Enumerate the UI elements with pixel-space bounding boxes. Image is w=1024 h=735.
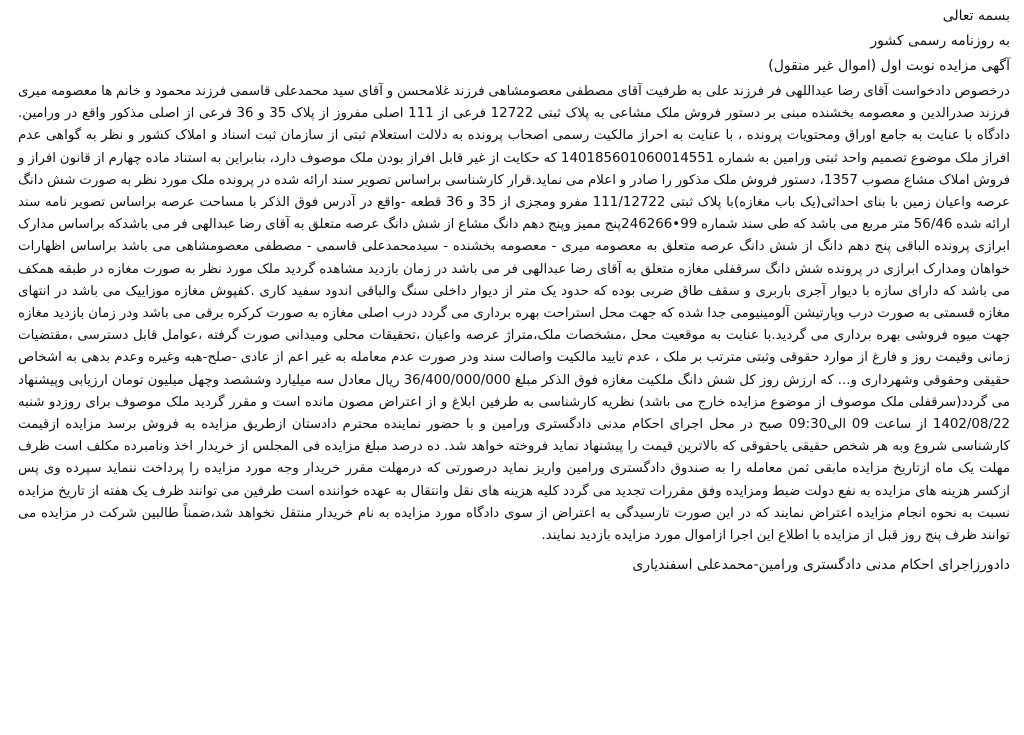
recipient-line: به روزنامه رسمی کشور xyxy=(870,33,1010,49)
notice-body-paragraph: درخصوص دادخواست آقای رضا عبداللهی فر فرزند علی به طرفیت آقای مصطفی معصومشاهی فرزند غلامحسن و آقای سید محمدعلی قاسمی فرزند محمود و خانم ها معصومه میری فرزند صدرالدین و معصومه بخشنده مبنی بر دستور فروش ملک مشاعی به پلاک ثبتی 12722 فرعی از 111 اصلی مفروز از پلاک 35 و 36 فرعی از اصلی مذکور واقع در ورامین. دادگاه با عنایت به جامع اوراق ومحتویات پرونده ، با عنایت به احراز مالکیت رسمی اصحاب پرونده به دلالت استعلام ثبتی از سازمان ثبت اسناد و املاک کشور و نظر به گواهی عدم افراز ملک موضوع تصمیم واحد ثبتی ورامین به شماره 140185601060014551 که حکایت از غیر قابل افراز بودن ملک موصوف دارد، بنابراین به استناد ماده چهارم از قانون افراز و فروش املاک مشاع مصوب 1357، دستور فروش ملک مذکور را صادر و اعلام می نماید.قرار کارشناسی براساس تصویر سند ارائه شده در پرونده ملک مورد نظر به صورت شش دانگ عرصه واعیان زمین با بنای احداثی(یک باب مغازه)با پلاک ثبتی 111/12722 مفرو ومجزی از 35 و 36 قطعه -واقع در آدرس فوق الذکر با مساحت عرصه براساس تصویر نامه سند ارائه شده 56/46 متر مربع می باشد که طی سند شماره 99•246266پنج ممیز وپنج دهم دانگ مشاع از شش دانگ عرصه متعلق به آقای رضا عبدالهی فر می باشدکه براساس مدارک ابرازی پرونده الباقی پنج دهم دانگ از شش دانگ عرصه متعلق به معصومه میری - معصومه بخشنده - سیدمحمدعلی قاسمی - مصطفی معصومشاهی می باشد براساس اظهارات خواهان ومدارک ابرازی در پرونده شش دانگ سرقفلی مغازه متعلق به آقای رضا عبدالهی فر می باشد در زمان بازدید مشاهده گردید ملک مورد نظر به صورت مغازه در طبقه همکف می باشد که دارای سازه با دیوار آجری باربری و سقف طاق ضربی بوده که حدود یک متر از دیوار داخلی سنگ والباقی اندود سفید کاری .کفپوش مغازه موزاییک می باشد در انتهای مغازه قسمتی به صورت درب وپارتیشن آلومینیومی جدا شده که جهت محل استراحت بهره برداری می گردد درب اصلی مغازه به صورت کرکره برقی می باشد ودر زمان بازدید مغازه جهت میوه فروشی بهره برداری می گردید.با عنایت به موقعیت محل ،مشخصات ملک،متراژ عرصه واعیان ،تحقیقات محلی ومیدانی صورت گرفته ،عوامل قابل دسترسی ،مقتضیات زمانی وقیمت روز و فارغ از موارد حقوقی وثبتی مترتب بر ملک ، عدم تایید مالکیت واصالت سند ودر صورت عدم معامله به غیر اعم از عادی -صلح-هبه وغیره وعدم بدهی به اشخاص حقیقی وحقوقی وشهرداری و... که ارزش روز کل شش دانگ ملکیت مغازه فوق الذکر مبلغ 36/400/000/000 ریال معادل سه میلیارد وششصد وچهل میلیون تومان ارزیابی وپیشنهاد می گردد(سرقفلی ملک موصوف از موضوع مزایده خارج می باشد) نظریه کارشناسی به طرفین ابلاغ و از اعتراض مصون مانده است و مقرر گردید ملک موصوف برای روزدو شنبه 1402/08/22 از ساعت 09 الی09:30 صبح در محل اجرای احکام مدنی دادگستری ورامین و با حضور نماینده محترم دادستان ازطریق مزایده به فروش برسد مزایده ازقیمت کارشناسی شروع وبه هر شخص حقیقی یاحقوقی که بالاترین قیمت را پیشنهاد نماید فروخته خواهد شد. ده درصد مبلغ مزایده فی المجلس از خریدار اخذ ونامبرده مکلف است ظرف مهلت یک ماه ازتاریخ مزایده مابقی ثمن معامله را به صندوق دادگستری ورامین واریز نماید درصورتی که درمهلت مقرر خریدار وجه مورد مزایده را پرداخت ننماید سپرده وی پس ازکسر هزینه های مزایده به نفع دولت ضبط ومزایده وفق مقررات تجدید می گردد کلیه هزینه های نقل وانتقال به عهده خواننده است طرفین می توانند ظرف یک هفته از تاریخ مزایده نسبت به نحوه انجام مزایده اعتراض نمایند که در این صورت تارسیدگی به اعتراض از سوی دادگاه مورد مزایده به نام خریدار منتقل نخواهد شد،ضمناً طالبین شرکت در مزایده می توانند ظرف پنج روز قبل از مزایده با اطلاع این اجرا ازاموال مورد مزایده بازدید نمایند. xyxy=(18,84,1011,544)
basmala-heading: بسمه تعالی xyxy=(942,8,1010,24)
notice-title: آگهی مزایده نوبت اول (اموال غیر منقول) xyxy=(768,58,1010,74)
signature-line: دادورزاجرای احکام مدنی دادگستری ورامین-محمدعلی اسفندیاری xyxy=(632,557,1010,574)
